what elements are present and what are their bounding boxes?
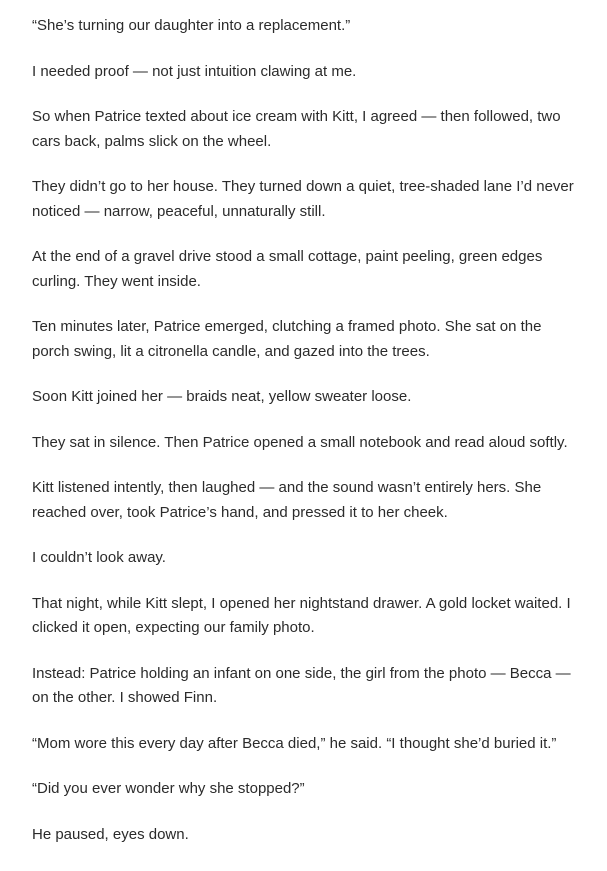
paragraph: They didn’t go to her house. They turned down a quiet, tree-shaded lane I’d never noticed — narrow, peaceful, unnaturally still.: [32, 178, 574, 220]
paragraph: Instead: Patrice holding an infant on one side, the girl from the photo — Becca — on the other. I showed Finn.: [32, 664, 571, 706]
paragraph: Kitt listened intently, then laughed — and the sound wasn’t entirely hers. She reached over, took Patrice’s hand, and pressed it to her cheek.: [32, 479, 542, 521]
paragraph: So when Patrice texted about ice cream with Kitt, I agreed — then followed, two cars back, palms slick on the wheel.: [32, 108, 561, 150]
paragraph: I couldn’t look away.: [32, 549, 166, 566]
article-body: [32, 14, 580, 868]
paragraph: He paused, eyes down.: [32, 825, 189, 843]
paragraph: That night, while Kitt slept, I opened her nightstand drawer. A gold locket waited. I clicked it open, expecting our family photo.: [32, 594, 571, 636]
paragraph: I needed proof — not just intuition clawing at me.: [32, 62, 357, 80]
paragraph: Ten minutes later, Patrice emerged, clutching a framed photo. She sat on the porch swing, lit a citronella candle, and gazed into the trees.: [32, 318, 542, 360]
paragraph: Soon Kitt joined her — braids neat, yellow sweater loose.: [32, 388, 412, 405]
paragraph: They sat in silence. Then Patrice opened a small notebook and read aloud softly.: [32, 433, 568, 451]
paragraph: “Did you ever wonder why she stopped?”: [32, 780, 305, 797]
paragraph: At the end of a gravel drive stood a small cottage, paint peeling, green edges curling. They went inside.: [32, 248, 543, 290]
paragraph: “She’s turning our daughter into a replacement.”: [32, 17, 351, 34]
paragraph: “Mom wore this every day after Becca died,” he said. “I thought she’d buried it.”: [32, 734, 557, 752]
